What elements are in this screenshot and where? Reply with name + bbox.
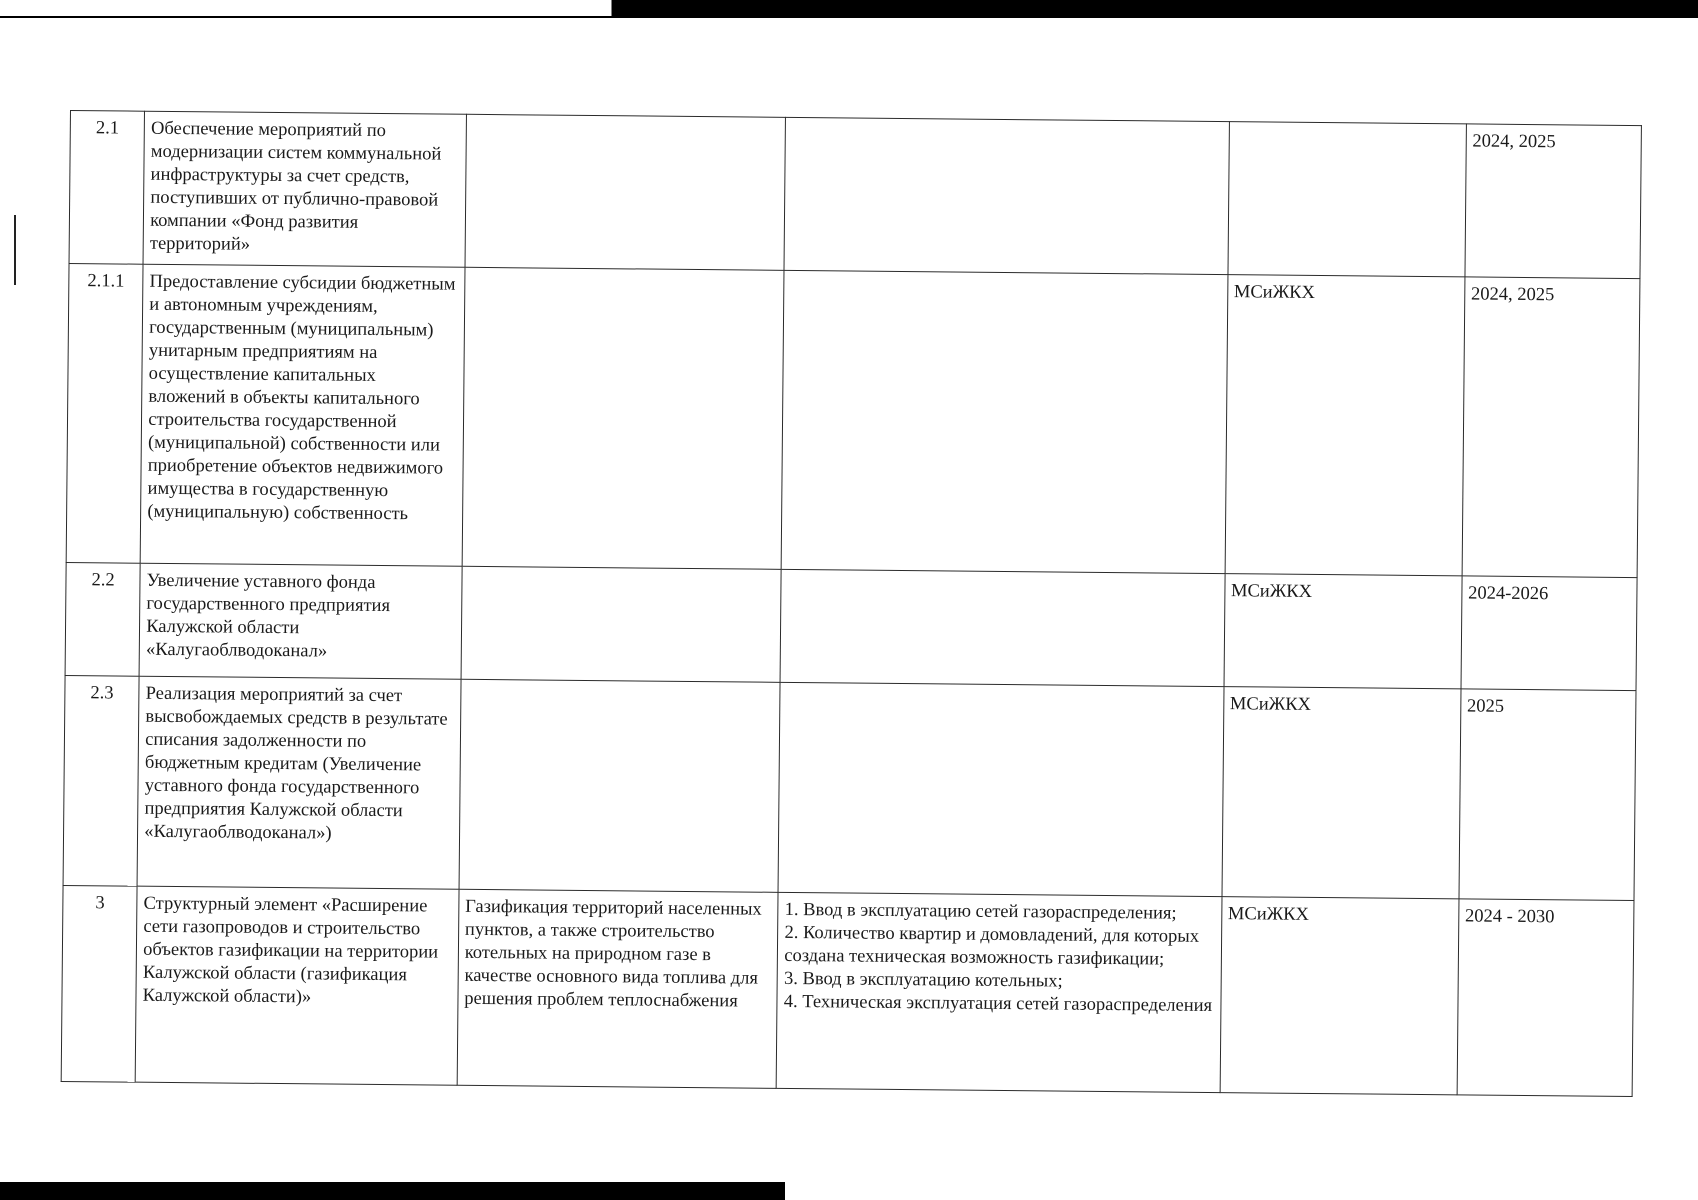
row-task: [462, 267, 784, 569]
row-number: 2.1.1: [66, 263, 143, 563]
row-period: 2024-2026: [1461, 576, 1637, 691]
row-name: Обеспечение мероприятий по модернизации систем коммунальной инфраструктуры за счет средств, поступивших от публично-правовой компании «Фонд развития территорий»: [143, 111, 466, 267]
row-responsible: [1228, 122, 1467, 277]
row-task: [465, 114, 786, 270]
row-period: 2025: [1459, 689, 1636, 901]
row-period: 2024, 2025: [1462, 277, 1640, 578]
result-item: 3. Ввод в эксплуатацию котельных;: [783, 968, 1063, 992]
row-task: [461, 566, 782, 682]
result-item: 1. Ввод в эксплуатацию сетей газораспределения;: [784, 899, 1177, 924]
row-results: [781, 270, 1227, 573]
row-name: Увеличение уставного фонда государственного предприятия Калужской области «Калугаоблводоканал»: [139, 563, 462, 679]
result-item: 4. Техническая эксплуатация сетей газораспределения: [783, 991, 1213, 1017]
table-row: [69, 111, 1641, 279]
table-row: [61, 885, 1634, 1096]
row-number: 2.3: [63, 675, 139, 886]
row-name: Структурный элемент «Расширение сети газопроводов и строительство объектов газификации на территории Калужской области (газификация Калужской области)»: [135, 886, 458, 1085]
table-row: [63, 675, 1636, 900]
row-responsible: МСиЖКХ: [1225, 275, 1465, 576]
table-row: [66, 263, 1640, 577]
row-period: 2024, 2025: [1465, 124, 1642, 279]
table-row: [65, 562, 1637, 690]
row-name: Предоставление субсидии бюджетным и автономным учреждениям, государственным (муниципальным) унитарным предприятиям на осуществление капитальных вложений в объекты капитального строительства государственной (муниципальной) собственности или приобретение объектов недвижимого имущества в государственную (муниципальную) собственность: [140, 264, 464, 566]
row-results: [784, 117, 1229, 274]
result-item: 2. Количество квартир и домовладений, для которых создана техническая возможность газификации;: [784, 922, 1200, 970]
program-table: [61, 110, 1642, 1097]
row-responsible: МСиЖКХ: [1224, 574, 1462, 689]
row-name: Реализация мероприятий за счет высвобождаемых средств в результате списания задолженности по бюджетным кредитам (Увеличение уставного фонда государственного предприятия Калужской области «Калугаоблводоканал»): [137, 676, 461, 889]
row-task: [459, 679, 781, 892]
row-period: 2024 - 2030: [1457, 899, 1634, 1097]
scan-edge-left: [14, 215, 16, 285]
row-results: [780, 569, 1224, 686]
row-results: [778, 682, 1223, 896]
row-task: Газификация территорий населенных пунктов, а также строительство котельных на природном газе в качестве основного вида топлива для решения проблем теплоснабжения: [457, 889, 778, 1088]
row-responsible: МСиЖКХ: [1220, 897, 1459, 1095]
scan-edge-top-line: [0, 16, 1698, 18]
row-number: 2.2: [65, 562, 140, 676]
scan-edge-bottom: [0, 1182, 785, 1200]
row-number: 3: [61, 885, 137, 1082]
row-results: [777, 892, 1222, 1092]
row-number: 2.1: [69, 111, 145, 265]
row-responsible: МСиЖКХ: [1222, 687, 1461, 899]
